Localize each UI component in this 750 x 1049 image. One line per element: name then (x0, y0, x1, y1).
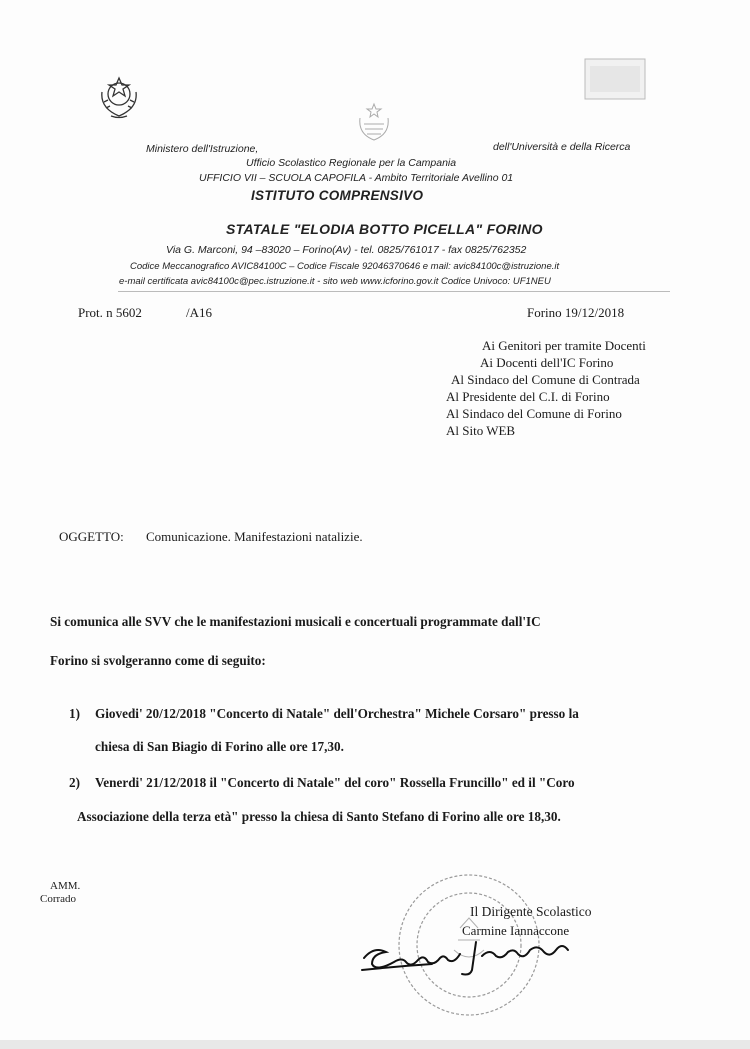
stamp-box (584, 58, 646, 100)
institute-name: STATALE "ELODIA BOTTO PICELLA" FORINO (226, 221, 543, 237)
pec-line: e-mail certificata avic84100c@pec.istruzione.it - sito web www.icforino.gov.it Codice Univoco: UF1NEU (119, 276, 551, 287)
recipient-item: Al Sindaco del Comune di Forino (446, 406, 622, 421)
body-intro-line2: Forino si svolgeranno come di seguito: (50, 653, 266, 668)
faint-center-emblem-icon (352, 100, 396, 146)
list-item-number: 1) (69, 706, 80, 721)
amm-label: AMM. (50, 880, 81, 892)
republic-emblem-icon (96, 72, 142, 120)
ministry-left: Ministero dell'Istruzione, (146, 143, 259, 155)
protocol-number: Prot. n 5602 (78, 305, 142, 320)
ministry-right: dell'Università e della Ricerca (493, 141, 631, 153)
amm-name: Corrado (40, 893, 77, 905)
list-item-number: 2) (69, 775, 80, 790)
recipient-item: Al Sindaco del Comune di Contrada (451, 372, 640, 387)
bottom-edge (0, 1040, 750, 1049)
recipient-item: Ai Docenti dell'IC Forino (480, 355, 614, 370)
signer-name: Carmine Iannaccone (462, 923, 570, 938)
signer-role: Il Dirigente Scolastico (470, 904, 592, 919)
address-line: Via G. Marconi, 94 –83020 – Forino(Av) - tel. 0825/761017 - fax 0825/762352 (166, 244, 527, 256)
recipient-item: Al Presidente del C.I. di Forino (446, 389, 610, 404)
office-line: UFFICIO VII – SCUOLA CAPOFILA - Ambito Territoriale Avellino 01 (199, 172, 514, 184)
list-item-line2: chiesa di San Biagio di Forino alle ore 17,30. (95, 739, 344, 754)
place-date: Forino 19/12/2018 (527, 305, 625, 320)
protocol-code: /A16 (186, 305, 212, 320)
body-intro-line1: Si comunica alle SVV che le manifestazioni musicali e concertuali programmate dall'IC (50, 614, 541, 629)
regional-office: Ufficio Scolastico Regionale per la Campania (246, 157, 457, 169)
codes-line: Codice Meccanografico AVIC84100C – Codice Fiscale 92046370646 e mail: avic84100c@istruzione.it (130, 261, 560, 272)
recipient-item: Al Sito WEB (446, 423, 516, 438)
list-item-line1: Giovedi' 20/12/2018 "Concerto di Natale" dell'Orchestra" Michele Corsaro" presso la (95, 706, 579, 721)
institute-type: ISTITUTO COMPRENSIVO (251, 188, 424, 203)
handwritten-signature-icon (358, 936, 590, 980)
list-item-line1: Venerdi' 21/12/2018 il "Concerto di Natale" del coro" Rossella Fruncillo" ed il "Coro (95, 775, 575, 790)
recipient-item: Ai Genitori per tramite Docenti (482, 338, 646, 353)
header-divider (118, 291, 670, 292)
list-item-line2: Associazione della terza età" presso la chiesa di Santo Stefano di Forino alle ore 18,30. (77, 809, 561, 824)
subject-text: Comunicazione. Manifestazioni natalizie. (146, 529, 363, 544)
subject-label: OGGETTO: (59, 529, 124, 544)
